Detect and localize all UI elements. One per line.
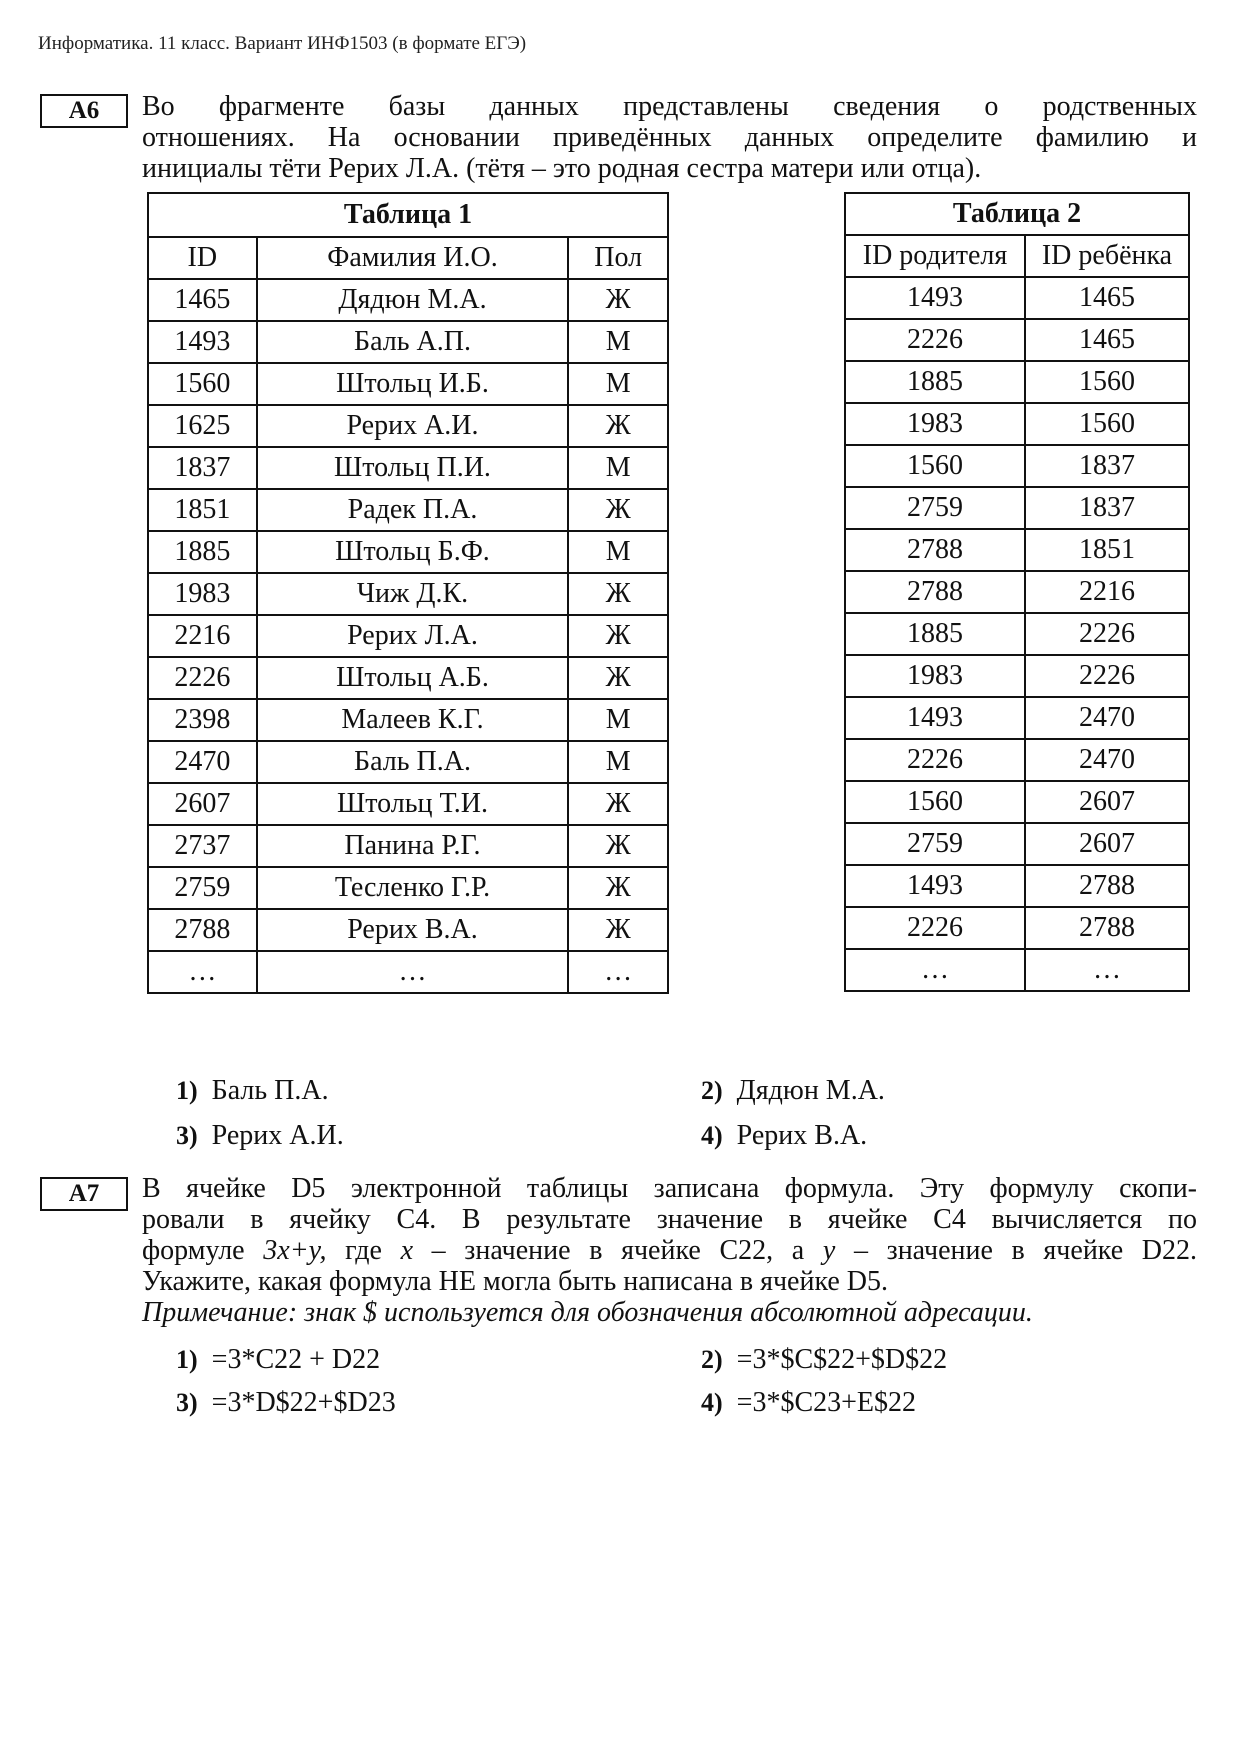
table-row [845, 907, 1189, 949]
question-line: В ячейке D5 электронной таблицы записана формула. Эту формулу скопи- [142, 1173, 1197, 1204]
table-1-caption: Таблица 1 [148, 193, 668, 237]
cell-name: Баль П.А. [257, 741, 569, 783]
cell-id: … [148, 951, 257, 993]
cell-parent-id: … [845, 949, 1025, 991]
cell-name: … [257, 951, 569, 993]
cell-parent-id: 1885 [845, 361, 1025, 403]
question-text-a6 [142, 91, 1197, 184]
table-row [148, 279, 668, 321]
answer-text: Баль П.А. [211, 1075, 329, 1106]
table-row [148, 573, 668, 615]
cell-gender: … [568, 951, 668, 993]
cell-name: Рерих Л.А. [257, 615, 569, 657]
cell-parent-id: 1560 [845, 445, 1025, 487]
question-number-a6: А6 [40, 94, 128, 128]
cell-parent-id: 1983 [845, 655, 1025, 697]
table-row [148, 699, 668, 741]
cell-child-id: 1560 [1025, 361, 1189, 403]
answer-text: =3*$C$22+$D$22 [736, 1344, 948, 1375]
cell-child-id: 2788 [1025, 865, 1189, 907]
table-row [845, 445, 1189, 487]
table-row [148, 657, 668, 699]
table-row [845, 697, 1189, 739]
cell-id: 1851 [148, 489, 257, 531]
cell-id: 2607 [148, 783, 257, 825]
cell-name: Чиж Д.К. [257, 573, 569, 615]
cell-parent-id: 1983 [845, 403, 1025, 445]
answer-number: 2) [701, 1345, 723, 1374]
answer-option-a7-1 [176, 1344, 380, 1376]
cell-gender: М [568, 321, 668, 363]
column-header-gender: Пол [568, 237, 668, 279]
cell-gender: М [568, 363, 668, 405]
cell-id: 2398 [148, 699, 257, 741]
question-line [142, 1235, 1197, 1266]
answer-option-a6-1 [176, 1075, 329, 1107]
cell-gender: М [568, 447, 668, 489]
cell-parent-id: 2226 [845, 907, 1025, 949]
question-text-a7 [142, 1173, 1197, 1328]
table-row [845, 403, 1189, 445]
answer-number: 3) [176, 1388, 198, 1417]
formula-text: 3x+y, [263, 1235, 327, 1266]
cell-id: 1625 [148, 405, 257, 447]
cell-child-id: 1837 [1025, 445, 1189, 487]
cell-parent-id: 2226 [845, 319, 1025, 361]
cell-id: 1465 [148, 279, 257, 321]
table-2-relations [844, 192, 1190, 992]
cell-parent-id: 2759 [845, 823, 1025, 865]
question-line: ровали в ячейку C4. В результате значение в ячейке C4 вычисляется по [142, 1204, 1197, 1235]
answer-number: 2) [701, 1076, 723, 1105]
table-row [845, 487, 1189, 529]
cell-child-id: 1851 [1025, 529, 1189, 571]
table-row [845, 781, 1189, 823]
text-run: где [326, 1235, 401, 1266]
table-2-caption: Таблица 2 [845, 193, 1189, 235]
cell-parent-id: 2788 [845, 529, 1025, 571]
cell-name: Рерих В.А. [257, 909, 569, 951]
cell-name: Панина Р.Г. [257, 825, 569, 867]
cell-id: 1837 [148, 447, 257, 489]
cell-gender: М [568, 531, 668, 573]
table-row [148, 783, 668, 825]
cell-child-id: 1560 [1025, 403, 1189, 445]
cell-parent-id: 2226 [845, 739, 1025, 781]
question-line: Во фрагменте базы данных представлены сведения о родственных [142, 91, 1197, 122]
answer-number: 4) [701, 1388, 723, 1417]
cell-gender: Ж [568, 825, 668, 867]
table-row [845, 571, 1189, 613]
answer-number: 1) [176, 1345, 198, 1374]
cell-name: Штольц Б.Ф. [257, 531, 569, 573]
cell-id: 1983 [148, 573, 257, 615]
text-run: – значение в ячейке D22. [835, 1235, 1198, 1266]
cell-parent-id: 1493 [845, 865, 1025, 907]
table-row [148, 741, 668, 783]
answer-option-a7-2 [701, 1344, 947, 1376]
answer-text: =3*$C23+E$22 [736, 1387, 917, 1418]
cell-name: Рерих А.И. [257, 405, 569, 447]
cell-gender: Ж [568, 783, 668, 825]
cell-name: Баль А.П. [257, 321, 569, 363]
question-note: Примечание: знак $ используется для обозначения абсолютной адресации. [142, 1297, 1033, 1328]
cell-child-id: 2607 [1025, 781, 1189, 823]
table-row [845, 319, 1189, 361]
cell-id: 2737 [148, 825, 257, 867]
cell-name: Штольц П.И. [257, 447, 569, 489]
cell-parent-id: 2788 [845, 571, 1025, 613]
cell-parent-id: 1885 [845, 613, 1025, 655]
answer-option-a6-3 [176, 1120, 344, 1152]
cell-gender: Ж [568, 657, 668, 699]
column-header-child-id: ID ребёнка [1025, 235, 1189, 277]
table-row [148, 909, 668, 951]
cell-id: 2470 [148, 741, 257, 783]
table-row [148, 447, 668, 489]
cell-gender: Ж [568, 489, 668, 531]
table-row [148, 867, 668, 909]
cell-child-id: … [1025, 949, 1189, 991]
cell-parent-id: 1493 [845, 277, 1025, 319]
cell-name: Радек П.А. [257, 489, 569, 531]
cell-name: Дядюн М.А. [257, 279, 569, 321]
cell-child-id: 2226 [1025, 613, 1189, 655]
answer-option-a7-4 [701, 1387, 916, 1419]
table-row [148, 321, 668, 363]
table-row [845, 655, 1189, 697]
cell-parent-id: 1493 [845, 697, 1025, 739]
table-row [148, 951, 668, 993]
table-row [845, 277, 1189, 319]
cell-child-id: 2226 [1025, 655, 1189, 697]
cell-name: Тесленко Г.Р. [257, 867, 569, 909]
cell-child-id: 2470 [1025, 697, 1189, 739]
page-header: Информатика. 11 класс. Вариант ИНФ1503 (в формате ЕГЭ) [38, 33, 527, 54]
answer-option-a6-2 [701, 1075, 885, 1107]
cell-child-id: 2607 [1025, 823, 1189, 865]
answer-text: Рерих А.И. [211, 1120, 344, 1151]
table-row [845, 823, 1189, 865]
text-run: формуле [142, 1235, 264, 1266]
table-row [845, 529, 1189, 571]
cell-name: Штольц И.Б. [257, 363, 569, 405]
cell-gender: Ж [568, 279, 668, 321]
table-row [845, 739, 1189, 781]
cell-child-id: 1837 [1025, 487, 1189, 529]
answer-text: =3*D$22+$D23 [211, 1387, 396, 1418]
cell-gender: М [568, 699, 668, 741]
cell-id: 2226 [148, 657, 257, 699]
answer-number: 3) [176, 1121, 198, 1150]
answer-number: 1) [176, 1076, 198, 1105]
answer-text: Дядюн М.А. [736, 1075, 885, 1106]
variable-y: y [822, 1235, 836, 1266]
answer-number: 4) [701, 1121, 723, 1150]
cell-child-id: 2788 [1025, 907, 1189, 949]
cell-id: 1885 [148, 531, 257, 573]
table-row [148, 615, 668, 657]
table-row [148, 825, 668, 867]
column-header-parent-id: ID родителя [845, 235, 1025, 277]
question-line: отношениях. На основании приведённых данных определите фамилию и [142, 122, 1197, 153]
question-line: Укажите, какая формула НЕ могла быть написана в ячейке D5. [142, 1266, 889, 1297]
cell-name: Штольц Т.И. [257, 783, 569, 825]
question-line: инициалы тёти Рерих Л.А. (тётя – это родная сестра матери или отца). [142, 153, 982, 184]
cell-parent-id: 2759 [845, 487, 1025, 529]
table-row [845, 613, 1189, 655]
cell-gender: Ж [568, 573, 668, 615]
answer-text: =3*C22 + D22 [211, 1344, 381, 1375]
table-row [845, 361, 1189, 403]
cell-name: Штольц А.Б. [257, 657, 569, 699]
table-row [845, 949, 1189, 991]
text-run: – значение в ячейке C22, а [413, 1235, 823, 1266]
cell-id: 2788 [148, 909, 257, 951]
cell-gender: Ж [568, 909, 668, 951]
table-1-people [147, 192, 669, 994]
cell-id: 1493 [148, 321, 257, 363]
cell-child-id: 1465 [1025, 277, 1189, 319]
cell-child-id: 2470 [1025, 739, 1189, 781]
question-number-a7: А7 [40, 1177, 128, 1211]
cell-name: Малеев К.Г. [257, 699, 569, 741]
answer-option-a7-3 [176, 1387, 396, 1419]
cell-child-id: 2216 [1025, 571, 1189, 613]
cell-id: 2759 [148, 867, 257, 909]
variable-x: x [400, 1235, 413, 1266]
answer-option-a6-4 [701, 1120, 867, 1152]
cell-gender: Ж [568, 615, 668, 657]
cell-gender: Ж [568, 867, 668, 909]
column-header-id: ID [148, 237, 257, 279]
cell-gender: Ж [568, 405, 668, 447]
cell-child-id: 1465 [1025, 319, 1189, 361]
cell-parent-id: 1560 [845, 781, 1025, 823]
table-row [148, 363, 668, 405]
cell-gender: М [568, 741, 668, 783]
cell-id: 2216 [148, 615, 257, 657]
table-row [148, 531, 668, 573]
table-row [148, 489, 668, 531]
table-row [845, 865, 1189, 907]
answer-text: Рерих В.А. [736, 1120, 868, 1151]
table-row [148, 405, 668, 447]
cell-id: 1560 [148, 363, 257, 405]
column-header-name: Фамилия И.О. [257, 237, 569, 279]
